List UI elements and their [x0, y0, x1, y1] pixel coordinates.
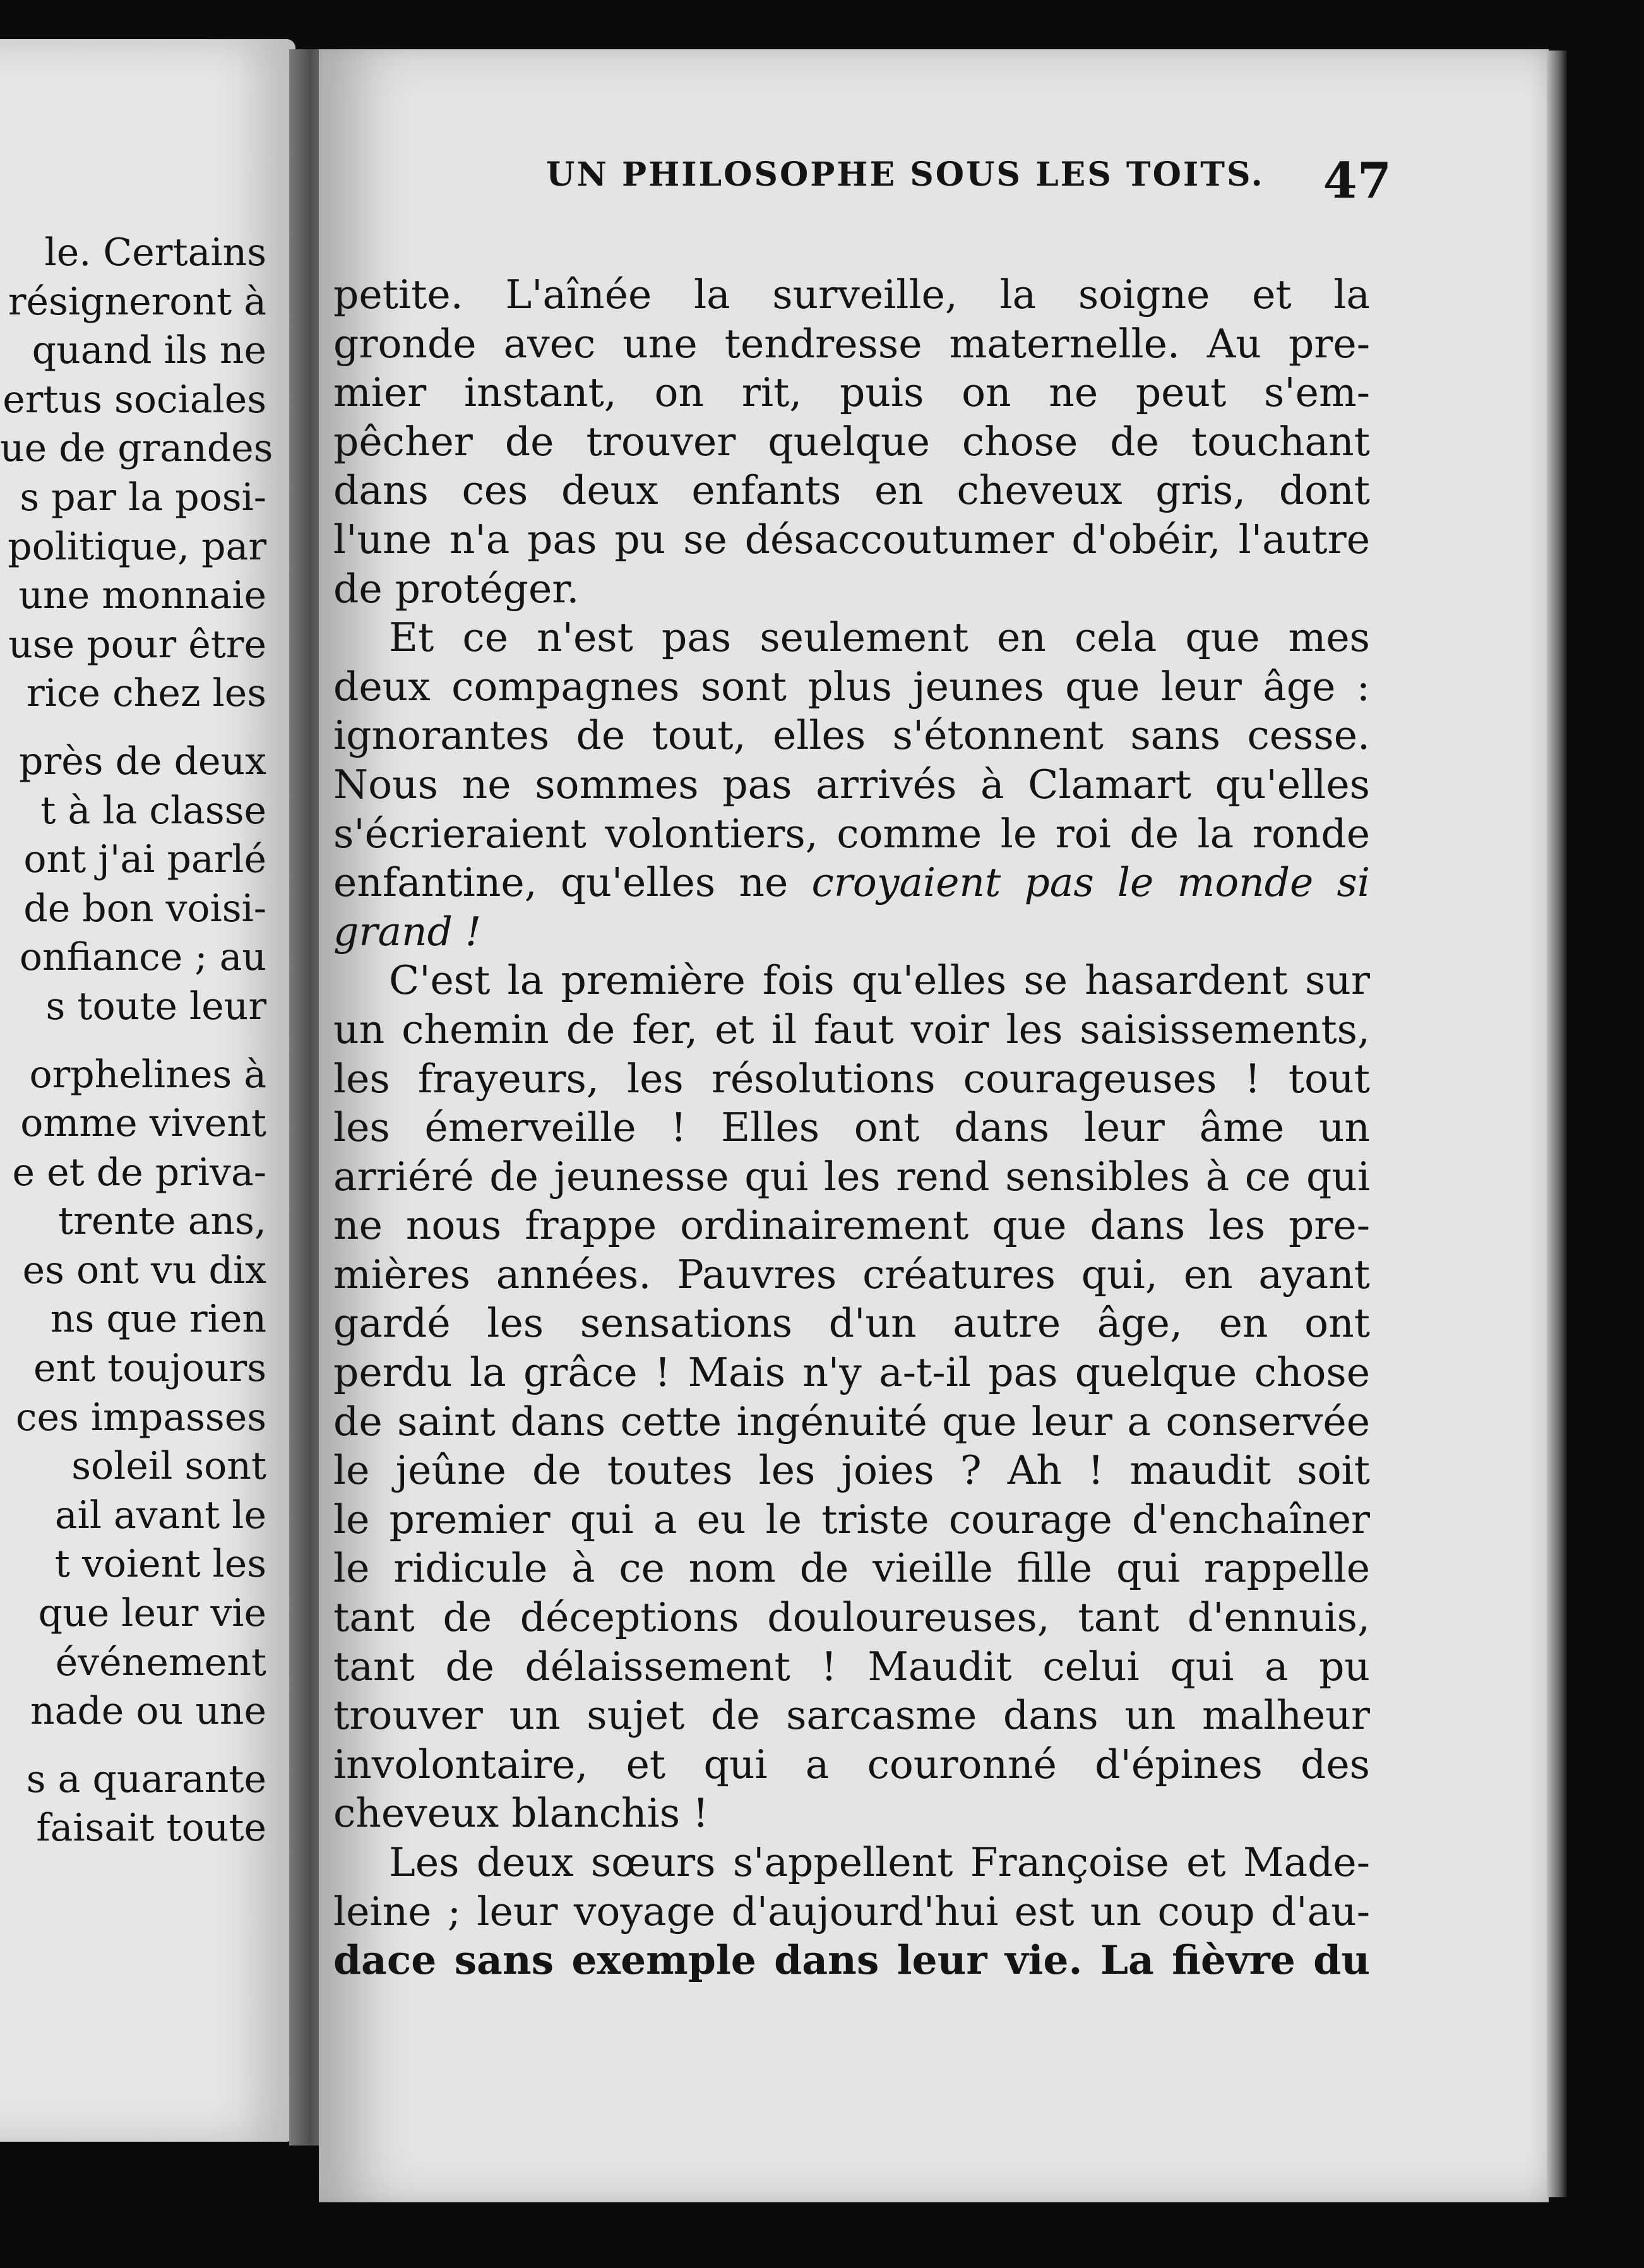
text-line: mier instant, on rit, puis on ne peut s'em-	[333, 369, 1370, 416]
paragraph-4	[333, 1838, 1370, 1985]
text-line: de saint dans cette ingénuité que leur a conservée	[333, 1398, 1370, 1445]
text-line: les émerveille ! Elles ont dans leur âme un	[333, 1104, 1370, 1151]
left-page-line	[0, 719, 295, 737]
left-page-line: s par la posi-	[20, 475, 266, 520]
text-line: mières années. Pauvres créatures qui, en ayant	[333, 1251, 1370, 1298]
left-page-line: faisait toute	[36, 1806, 266, 1851]
left-page-line: t voient les	[54, 1542, 266, 1587]
text-line: perdu la grâce ! Mais n'y a-t-il pas quelque chose	[333, 1349, 1370, 1396]
italic-quote-end: grand !	[333, 908, 482, 955]
left-page-line: rice chez les	[27, 671, 266, 716]
left-page-line: que leur vie	[38, 1591, 266, 1636]
left-page-line: ent toujours	[33, 1346, 266, 1391]
left-page-line: t à la classe	[40, 788, 266, 833]
text-line: dans ces deux enfants en cheveux gris, dont	[333, 467, 1370, 514]
left-page-line: use pour être	[8, 622, 266, 667]
text-line: leine ; leur voyage d'aujourd'hui est un coup d'au-	[333, 1888, 1370, 1935]
text-line: gardé les sensations d'un autre âge, en ont	[333, 1300, 1370, 1347]
page-edge	[1547, 51, 1567, 2197]
left-page-line: résigneront à	[8, 279, 266, 324]
text-line: cheveux blanchis !	[333, 1790, 709, 1837]
left-page-line: onfiance ; au	[19, 935, 266, 980]
left-page-line	[0, 1736, 295, 1755]
left-page-line: politique, par	[8, 524, 266, 569]
text-line: gronde avec une tendresse maternelle. Au pre-	[333, 320, 1370, 367]
left-page-line: e et de priva-	[12, 1150, 266, 1195]
text-line: trouver un sujet de sarcasme dans un malheur	[333, 1692, 1370, 1739]
text-span: enfantine, qu'elles ne	[333, 859, 789, 906]
text-line: Et ce n'est pas seulement en cela que mes	[389, 614, 1370, 661]
text-line: s'écrieraient volontiers, comme le roi de la ronde	[333, 810, 1370, 857]
text-line: les frayeurs, les résolutions courageuses ! tout	[333, 1055, 1370, 1102]
left-page-line: es ont vu dix	[22, 1248, 266, 1292]
text-line: ignorantes de tout, elles s'étonnent sans cesse.	[333, 712, 1370, 759]
text-line: l'une n'a pas pu se désaccoutumer d'obéir, l'autre	[333, 516, 1370, 563]
text-line-with-italic	[333, 858, 1370, 907]
running-head: UN PHILOSOPHE SOUS LES TOITS.	[546, 155, 1265, 194]
left-page-line: s a quarante	[26, 1757, 266, 1801]
left-page-line: trente ans,	[58, 1199, 266, 1244]
left-page-line: ail avant le	[54, 1493, 266, 1537]
text-line: le ridicule à ce nom de vieille fille qui rappelle	[333, 1545, 1370, 1592]
text-line: pêcher de trouver quelque chose de touchant	[333, 418, 1370, 465]
text-line	[333, 907, 1370, 957]
left-page-line: quand ils ne	[32, 328, 266, 373]
text-line: deux compagnes sont plus jeunes que leur âge :	[333, 663, 1370, 710]
text-line: le jeûne de toutes les joies ? Ah ! maudit soit	[333, 1447, 1370, 1494]
text-line: un chemin de fer, et il faut voir les saisissements,	[333, 1006, 1370, 1053]
left-page-line: le. Certains	[44, 230, 266, 275]
text-line: de protéger.	[333, 565, 580, 612]
left-page-text	[0, 229, 295, 1853]
text-line: arriéré de jeunesse qui les rend sensibles à ce qui	[333, 1153, 1370, 1200]
text-line: tant de déceptions douloureuses, tant d'ennuis,	[333, 1594, 1370, 1641]
text-line: dace sans exemple dans leur vie. La fièvre du	[333, 1937, 1370, 1984]
left-page-line: nade ou une	[30, 1689, 266, 1734]
left-page-running-head	[0, 170, 295, 234]
paragraph-3	[333, 956, 1370, 1838]
left-page-line: soleil sont	[71, 1444, 266, 1489]
left-page-line: ertus sociales	[3, 377, 266, 422]
left-page-line: orphelines à	[29, 1052, 266, 1097]
text-line: Nous ne sommes pas arrivés à Clamart qu'elles	[333, 761, 1370, 808]
text-line: petite. L'aînée la surveille, la soigne et la	[333, 272, 1370, 318]
text-line: Les deux sœurs s'appellent Françoise et Made-	[389, 1839, 1370, 1885]
text-line: ne nous frappe ordinairement que dans les pre-	[333, 1202, 1370, 1249]
left-page-line: de bon voisi-	[23, 886, 266, 931]
left-page-line: ces impasses	[15, 1395, 266, 1440]
paragraph-1	[333, 270, 1370, 613]
left-page-line: ue de grandes	[0, 426, 273, 471]
italic-quote: croyaient pas le monde si	[811, 859, 1370, 906]
left-page-line: omme vivent	[20, 1101, 266, 1146]
page-body-text	[333, 270, 1370, 1985]
text-line: involontaire, et qui a couronné d'épines des	[333, 1741, 1370, 1788]
left-page-line: ont j'ai parlé	[23, 837, 266, 882]
left-page-line: s toute leur	[45, 984, 266, 1029]
text-line: C'est la première fois qu'elles se hasardent sur	[389, 957, 1370, 1004]
left-page-line	[0, 1032, 295, 1051]
left-page-line: ns que rien	[50, 1297, 266, 1342]
left-page-line: événement	[55, 1640, 266, 1685]
paragraph-2	[333, 613, 1370, 956]
text-line: le premier qui a eu le triste courage d'enchaîner	[333, 1496, 1370, 1543]
left-page-line: près de deux	[19, 739, 266, 784]
text-line: tant de délaissement ! Maudit celui qui a pu	[333, 1643, 1370, 1690]
left-page-line: une monnaie	[18, 573, 266, 618]
page-number: 47	[1323, 152, 1391, 210]
left-facing-page	[0, 39, 295, 2142]
